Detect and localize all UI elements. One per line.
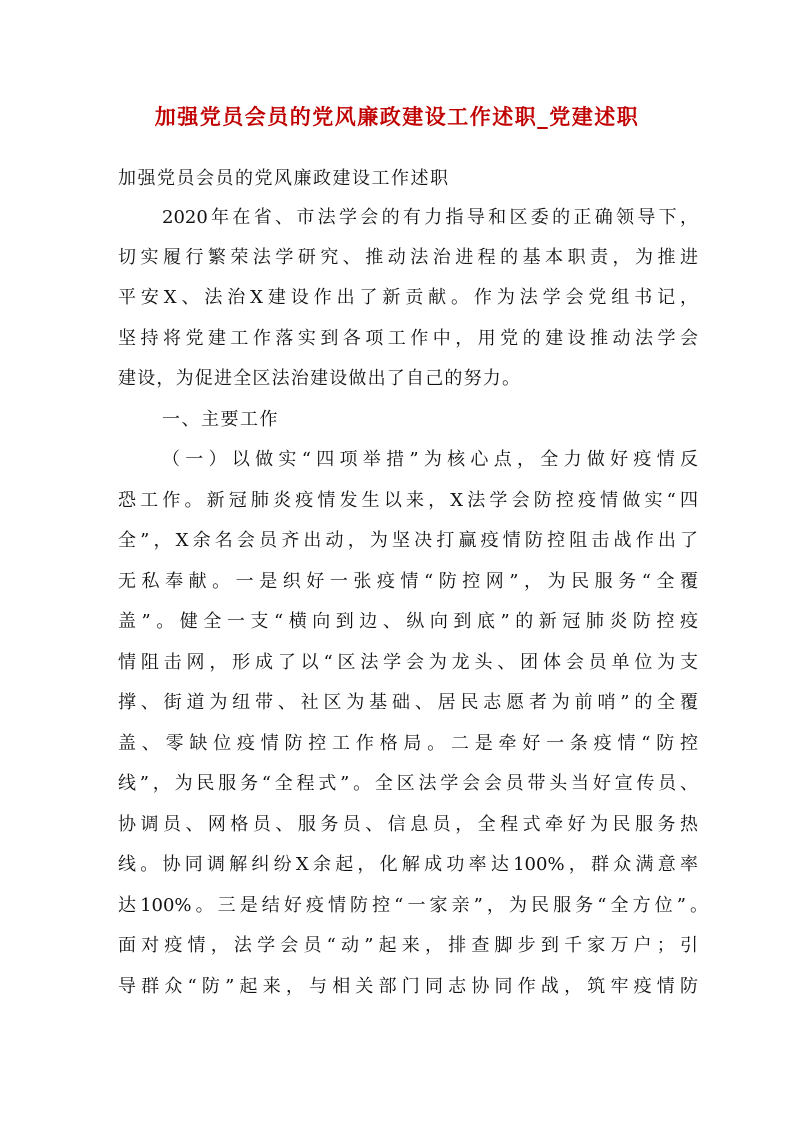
- body-line: 盖”。健全一支“横向到边、纵向到底”的新冠肺炎防控疫: [118, 611, 698, 632]
- body-line: 达100%。三是结好疫情防控“一家亲”，为民服务“全方位”。: [118, 895, 708, 916]
- body-line: 无私奉献。一是织好一张疫情“防控网”，为民服务“全覆: [118, 571, 698, 592]
- document-subtitle: 加强党员会员的党风廉政建设工作述职: [118, 168, 450, 189]
- body-line: 线。协同调解纠纷X余起，化解成功率达100%，群众满意率: [118, 854, 698, 875]
- body-line: 2020年在省、市法学会的有力指导和区委的正确领导下，: [162, 207, 698, 228]
- body-line: 坚持将党建工作落实到各项工作中，用党的建设推动法学会: [118, 328, 698, 349]
- body-line: 情阻击网，形成了以“区法学会为龙头、团体会员单位为支: [118, 652, 698, 673]
- document-title: 加强党员会员的党风廉政建设工作述职_党建述职: [154, 104, 640, 129]
- body-line: 导群众“防”起来，与相关部门同志协同作战，筑牢疫情防: [118, 976, 698, 997]
- body-line: 恐工作。新冠肺炎疫情发生以来，X法学会防控疫情做实“四: [118, 490, 698, 511]
- body-line: 线”，为民服务“全程式”。全区法学会会员带头当好宣传员、: [118, 773, 698, 794]
- body-line: 平安X、法治X建设作出了新贡献。作为法学会党组书记，: [118, 287, 698, 308]
- body-line: 全”，X余名会员齐出动，为坚决打赢疫情防控阻击战作出了: [118, 530, 698, 551]
- body-line: 撑、街道为纽带、社区为基础、居民志愿者为前哨”的全覆: [118, 692, 698, 713]
- body-line: 面对疫情，法学会员“动”起来，排查脚步到千家万户；引: [118, 935, 698, 956]
- body-line: 切实履行繁荣法学研究、推动法治进程的基本职责，为推进: [118, 247, 698, 268]
- body-line: 建设，为促进全区法治建设做出了自己的努力。: [118, 368, 522, 389]
- body-line: 盖、零缺位疫情防控工作格局。二是牵好一条疫情“防控: [118, 733, 698, 754]
- body-line: 协调员、网格员、服务员、信息员，全程式牵好为民服务热: [118, 814, 698, 835]
- section-heading: 一、主要工作: [162, 409, 279, 430]
- body-line: （一）以做实“四项举措”为核心点，全力做好疫情反: [162, 449, 698, 470]
